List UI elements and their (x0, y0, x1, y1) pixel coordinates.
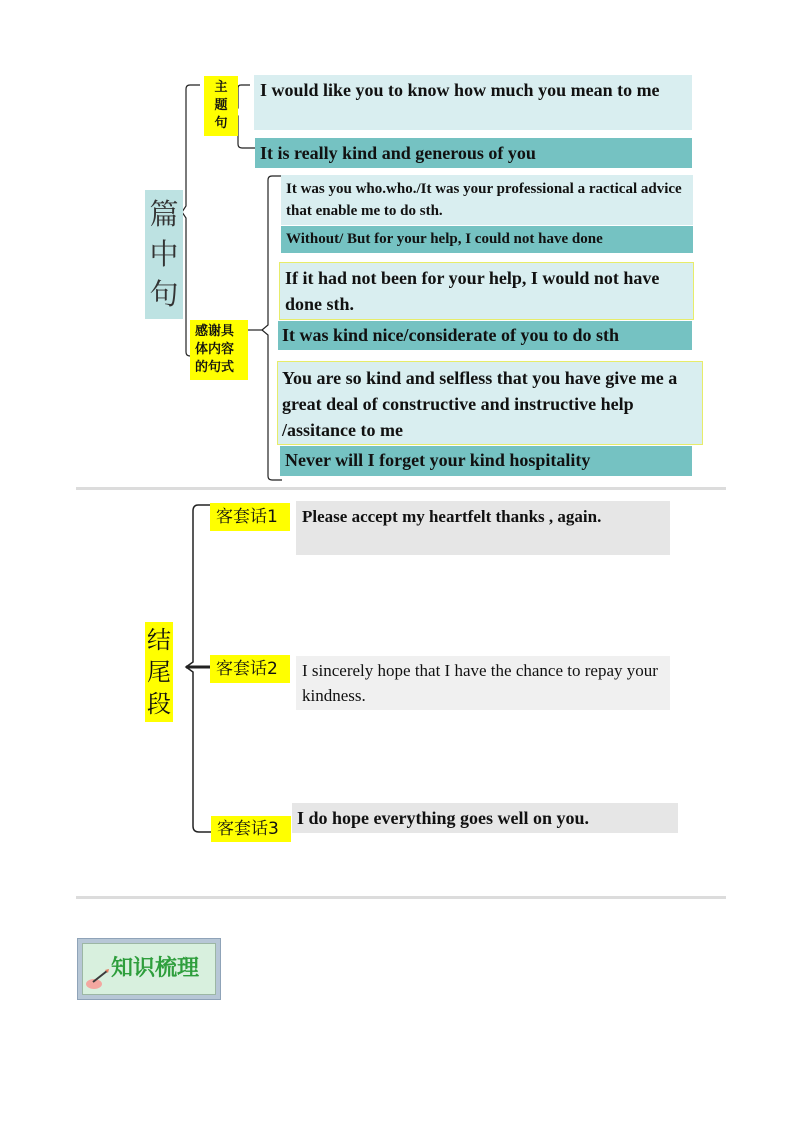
sentence-box: Never will I forget your kind hospitality (280, 446, 692, 476)
closing-phrase-label-1: 客套话1 (210, 503, 290, 531)
section1-column-label: 篇中句 (145, 190, 183, 319)
sentence-box: It was kind nice/considerate of you to do sth (278, 321, 692, 350)
sentence-box: It was you who.who./It was your professional a ractical advice that enable me to do sth. (281, 175, 693, 225)
section2-column-label: 结尾段 (145, 622, 173, 722)
closing-phrase-box: I sincerely hope that I have the chance to repay your kindness. (296, 656, 670, 710)
closing-phrase-box: Please accept my heartfelt thanks , again. (296, 501, 670, 555)
divider (76, 487, 726, 490)
thanks-content-label: 感谢具体内容的句式 (190, 320, 248, 380)
closing-phrase-label-2: 客套话2 (210, 655, 290, 683)
sentence-box: It is really kind and generous of you (255, 138, 692, 168)
badge-title: 知识梳理 (111, 956, 200, 981)
divider (76, 896, 726, 899)
closing-phrase-box: I do hope everything goes well on you. (292, 803, 678, 833)
knowledge-review-badge (77, 938, 221, 1000)
sentence-box: If it had not been for your help, I would not have done sth. (279, 262, 694, 320)
sentence-box: I would like you to know how much you mean to me (254, 75, 692, 130)
sentence-box: Without/ But for your help, I could not have done (281, 226, 693, 253)
sentence-box: You are so kind and selfless that you have give me a great deal of constructive and instructive help /assitance to me (277, 361, 703, 445)
pencil-icon (85, 968, 111, 990)
topic-sentence-label: 主题句 (204, 76, 238, 136)
closing-phrase-label-3: 客套话3 (211, 816, 291, 842)
